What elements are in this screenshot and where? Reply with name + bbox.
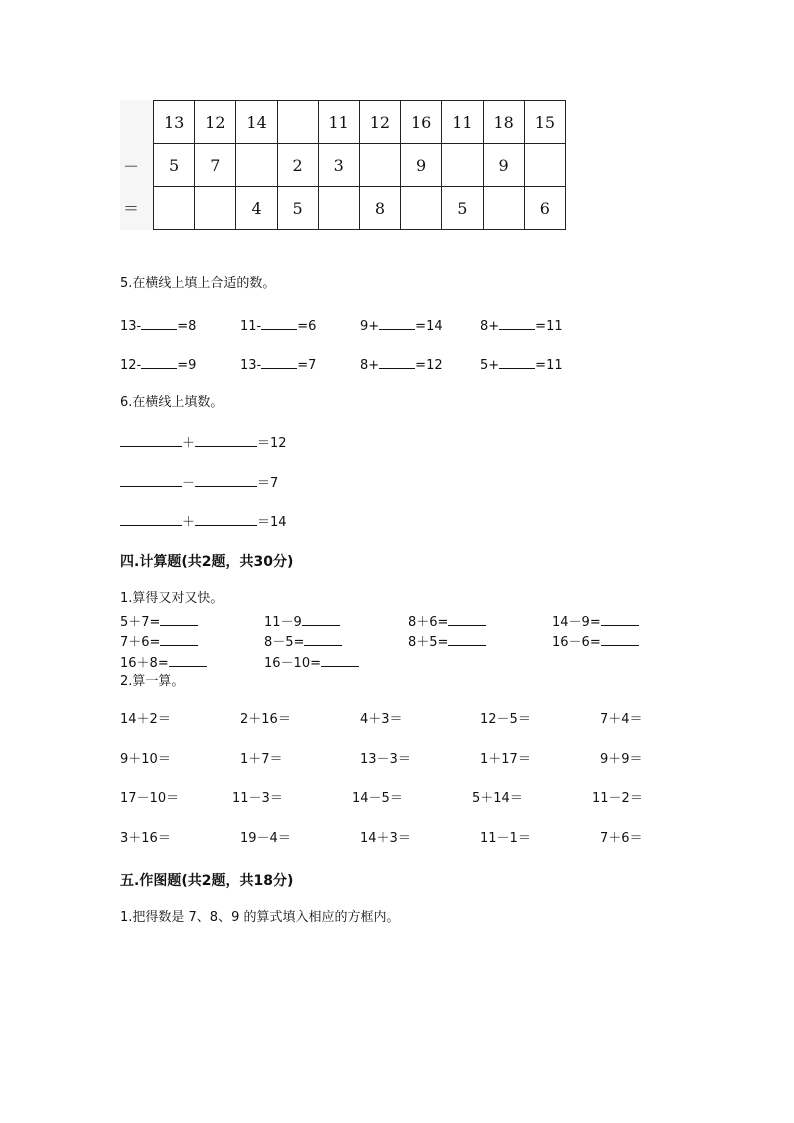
row-label-equals: ＝ bbox=[122, 199, 139, 218]
table-cell[interactable] bbox=[359, 144, 400, 187]
table-cell: 3 bbox=[318, 144, 359, 187]
s4-q1-item bbox=[408, 632, 486, 651]
calc-item: 3＋16＝ bbox=[120, 831, 171, 846]
q5-equation bbox=[360, 355, 443, 374]
q5-title: 5.在横线上填上合适的数。 bbox=[120, 276, 276, 291]
q5-equation bbox=[360, 316, 443, 335]
answer-blank[interactable] bbox=[261, 316, 297, 330]
s4-q1-item bbox=[264, 653, 359, 672]
equation-text: 8－5= bbox=[264, 635, 305, 650]
s5-q1-title: 1.把得数是 7、8、9 的算式填入相应的方框内。 bbox=[120, 910, 400, 925]
calc-item: 19－4＝ bbox=[240, 831, 291, 846]
q5-equation bbox=[240, 316, 316, 335]
calc-item: 13－3＝ bbox=[360, 752, 411, 767]
table-cell[interactable] bbox=[524, 144, 565, 187]
answer-blank[interactable] bbox=[160, 612, 198, 626]
table-cell: 9 bbox=[401, 144, 442, 187]
table-cell: 6 bbox=[524, 187, 565, 230]
s4-q1-item bbox=[552, 612, 639, 631]
table-cell[interactable] bbox=[154, 187, 195, 230]
calc-item: 1＋17＝ bbox=[480, 752, 531, 767]
table-cell[interactable] bbox=[318, 187, 359, 230]
calc-item: 17－10＝ bbox=[120, 791, 180, 806]
q5-equation bbox=[480, 355, 563, 374]
calc-item: 11－2＝ bbox=[592, 791, 643, 806]
row-label-minus: － bbox=[122, 157, 139, 176]
calc-item: 9＋10＝ bbox=[120, 752, 171, 767]
equation-text: 5＋7= bbox=[120, 615, 161, 630]
table-grid bbox=[153, 100, 566, 230]
s4-q1-item bbox=[120, 653, 207, 672]
answer-blank[interactable] bbox=[499, 355, 535, 369]
table-cell: 7 bbox=[195, 144, 236, 187]
q6-title: 6.在横线上填数。 bbox=[120, 395, 224, 410]
answer-blank[interactable] bbox=[160, 632, 198, 646]
table-cell[interactable] bbox=[277, 101, 318, 144]
q6-operator: ＋ bbox=[182, 436, 196, 451]
answer-blank[interactable] bbox=[379, 355, 415, 369]
answer-blank[interactable] bbox=[120, 433, 182, 447]
table-cell: 12 bbox=[359, 101, 400, 144]
table-cell: 12 bbox=[195, 101, 236, 144]
answer-blank[interactable] bbox=[120, 473, 182, 487]
s4-q1-item bbox=[264, 632, 342, 651]
calc-item: 7＋6＝ bbox=[600, 831, 643, 846]
table-row-minuend bbox=[154, 101, 566, 144]
table-cell: 11 bbox=[442, 101, 483, 144]
section-heading: 四.计算题(共2题，共30分) bbox=[120, 554, 294, 570]
answer-blank[interactable] bbox=[120, 512, 182, 526]
table-cell[interactable] bbox=[483, 187, 524, 230]
calc-item: 7＋4＝ bbox=[600, 712, 643, 727]
equation-text: 16－10= bbox=[264, 656, 321, 671]
equation-text: 14－9= bbox=[552, 615, 601, 630]
s4-q1-item bbox=[552, 632, 639, 651]
equation-text: 8＋6= bbox=[408, 615, 449, 630]
equation-suffix: =11 bbox=[535, 358, 563, 373]
q6-line bbox=[120, 512, 287, 531]
q6-line bbox=[120, 433, 287, 452]
calc-item: 4＋3＝ bbox=[360, 712, 403, 727]
answer-blank[interactable] bbox=[448, 632, 486, 646]
q5-equation bbox=[480, 316, 563, 335]
q6-line bbox=[120, 473, 278, 492]
equation-prefix: 11- bbox=[240, 319, 262, 334]
table-cell: 8 bbox=[359, 187, 400, 230]
calc-item: 12－5＝ bbox=[480, 712, 531, 727]
calc-item: 9＋9＝ bbox=[600, 752, 643, 767]
answer-blank[interactable] bbox=[195, 433, 257, 447]
table-cell: 13 bbox=[154, 101, 195, 144]
calc-item: 11－1＝ bbox=[480, 831, 531, 846]
equation-text: 16＋8= bbox=[120, 656, 169, 671]
answer-blank[interactable] bbox=[321, 653, 359, 667]
equation-prefix: 8+ bbox=[480, 319, 500, 334]
table-row-difference bbox=[154, 187, 566, 230]
table-cell: 2 bbox=[277, 144, 318, 187]
equation-prefix: 13- bbox=[240, 358, 262, 373]
calc-item: 14＋2＝ bbox=[120, 712, 171, 727]
equation-text: 16－6= bbox=[552, 635, 601, 650]
answer-blank[interactable] bbox=[601, 632, 639, 646]
table-cell: 5 bbox=[154, 144, 195, 187]
table-cell[interactable] bbox=[442, 144, 483, 187]
calc-item: 5＋14＝ bbox=[472, 791, 523, 806]
equation-prefix: 12- bbox=[120, 358, 142, 373]
s4-q1-title: 1.算得又对又快。 bbox=[120, 591, 224, 606]
equation-text: 8＋5= bbox=[408, 635, 449, 650]
equation-suffix: =11 bbox=[535, 319, 563, 334]
table-cell: 5 bbox=[277, 187, 318, 230]
q5-equation bbox=[120, 355, 196, 374]
equation-suffix: =6 bbox=[297, 319, 317, 334]
answer-blank[interactable] bbox=[379, 316, 415, 330]
table-cell: 14 bbox=[236, 101, 277, 144]
answer-blank[interactable] bbox=[141, 355, 177, 369]
equation-suffix: =8 bbox=[177, 319, 197, 334]
answer-blank[interactable] bbox=[141, 316, 177, 330]
equation-prefix: 13- bbox=[120, 319, 142, 334]
q6-operator: － bbox=[182, 476, 196, 491]
answer-blank[interactable] bbox=[261, 355, 297, 369]
answer-blank[interactable] bbox=[304, 632, 342, 646]
table-cell[interactable] bbox=[236, 144, 277, 187]
calc-item: 1＋7＝ bbox=[240, 752, 283, 767]
calc-item: 14－5＝ bbox=[352, 791, 403, 806]
s4-q1-item bbox=[264, 612, 340, 631]
equation-text: 11－9 bbox=[264, 615, 302, 630]
table-row-subtrahend bbox=[154, 144, 566, 187]
answer-blank[interactable] bbox=[302, 612, 340, 626]
calc-item: 2＋16＝ bbox=[240, 712, 291, 727]
calc-item: 14＋3＝ bbox=[360, 831, 411, 846]
equation-suffix: =9 bbox=[177, 358, 197, 373]
answer-blank[interactable] bbox=[195, 473, 257, 487]
table-cell: 18 bbox=[483, 101, 524, 144]
s4-q2-title: 2.算一算。 bbox=[120, 674, 185, 689]
equation-suffix: =14 bbox=[415, 319, 443, 334]
q6-result: ＝14 bbox=[257, 515, 287, 530]
equation-prefix: 9+ bbox=[360, 319, 380, 334]
s4-q1-item bbox=[120, 632, 198, 651]
q6-result: ＝12 bbox=[257, 436, 287, 451]
equation-text: 7＋6= bbox=[120, 635, 161, 650]
table-cell: 4 bbox=[236, 187, 277, 230]
equation-prefix: 8+ bbox=[360, 358, 380, 373]
answer-blank[interactable] bbox=[601, 612, 639, 626]
table-cell: 11 bbox=[318, 101, 359, 144]
table-cell: 5 bbox=[442, 187, 483, 230]
table-cell: 15 bbox=[524, 101, 565, 144]
section-heading: 五.作图题(共2题，共18分) bbox=[120, 873, 294, 889]
q6-operator: ＋ bbox=[182, 515, 196, 530]
q5-equation bbox=[240, 355, 316, 374]
answer-blank[interactable] bbox=[169, 653, 207, 667]
equation-prefix: 5+ bbox=[480, 358, 500, 373]
equation-suffix: =12 bbox=[415, 358, 443, 373]
table-cell: 16 bbox=[401, 101, 442, 144]
equation-suffix: =7 bbox=[297, 358, 317, 373]
answer-blank[interactable] bbox=[195, 512, 257, 526]
table-cell: 9 bbox=[483, 144, 524, 187]
subtraction-table bbox=[120, 100, 566, 230]
calc-item: 11－3＝ bbox=[232, 791, 283, 806]
table-cell[interactable] bbox=[195, 187, 236, 230]
s4-q1-item bbox=[120, 612, 198, 631]
q6-result: ＝7 bbox=[257, 476, 279, 491]
s4-q1-item bbox=[408, 612, 486, 631]
q5-equation bbox=[120, 316, 196, 335]
answer-blank[interactable] bbox=[448, 612, 486, 626]
answer-blank[interactable] bbox=[499, 316, 535, 330]
table-cell[interactable] bbox=[401, 187, 442, 230]
